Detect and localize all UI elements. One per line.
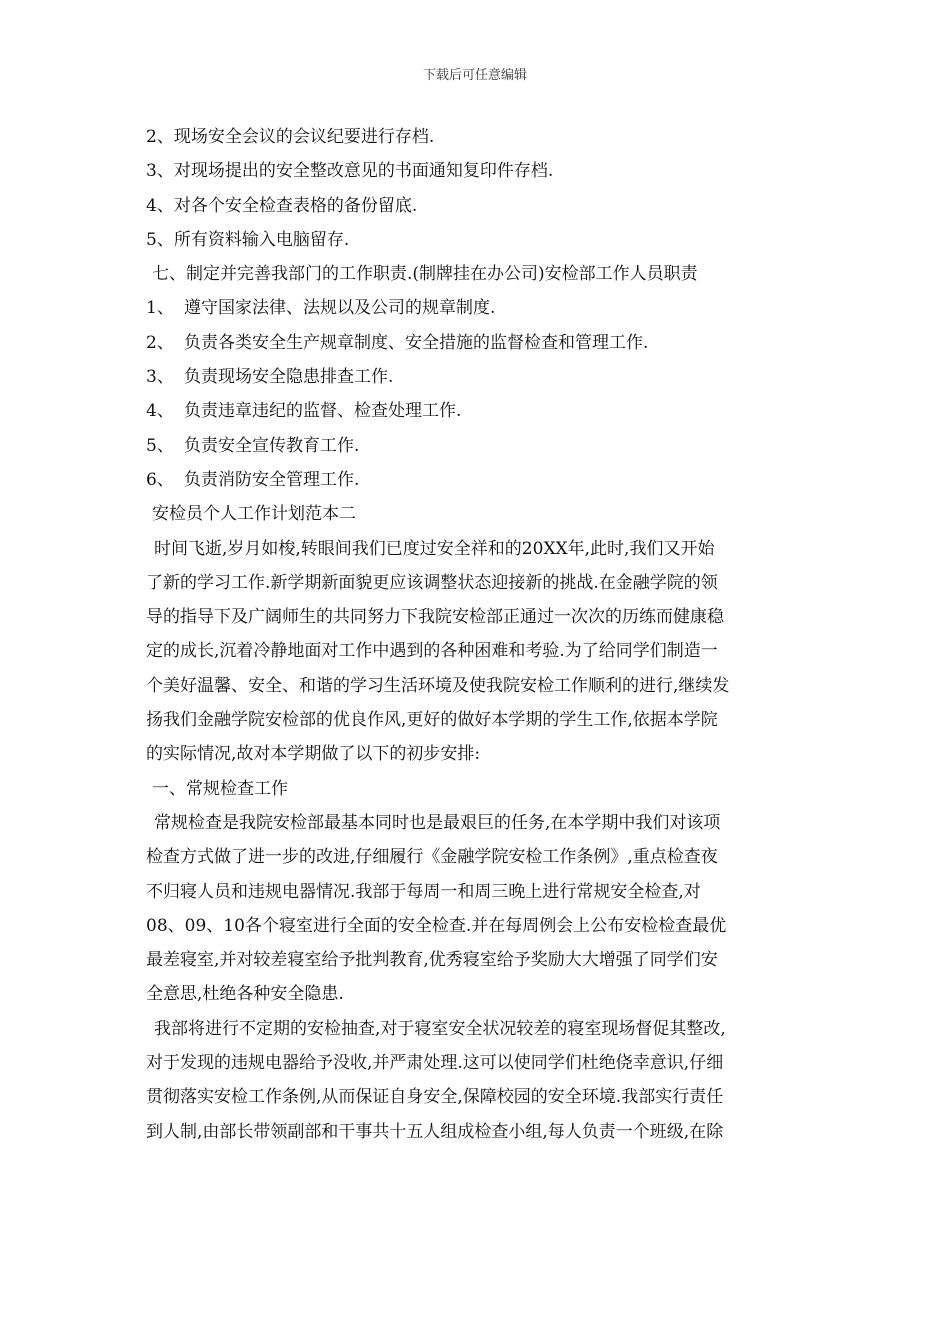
paragraph-line: 到人制,由部长带领副部和干事共十五人组成检查小组,每人负责一个班级,在除 <box>146 1121 724 1142</box>
paragraph-line: 的实际情况,故对本学期做了以下的初步安排: <box>146 744 481 765</box>
section-heading-1: 一、常规检查工作 <box>152 778 288 799</box>
duty-item <box>146 463 802 497</box>
duty-text: 负责各类安全生产规章制度、安全措施的监督检查和管理工作. <box>184 332 649 353</box>
intro-paragraph <box>146 532 802 772</box>
paragraph-line: 了新的学习工作.新学期新面貌更应该调整状态迎接新的挑战.在金融学院的领 <box>146 572 718 593</box>
duty-item <box>146 326 802 360</box>
spot-check-paragraph <box>146 1012 802 1149</box>
duty-item <box>146 360 802 394</box>
paragraph-line: 全意思,杜绝各种安全隐患. <box>146 984 344 1005</box>
paragraph-line: 最差寝室,并对较差寝室给予批判教育,优秀寝室给予奖励大大增强了同学们安 <box>146 950 718 971</box>
duty-text: 负责消防安全管理工作. <box>184 469 360 490</box>
paragraph-line: 08、09、10各个寝室进行全面的安全检查.并在每周例会上公布安检检查最优 <box>146 915 727 936</box>
duty-number: 3、 <box>146 367 174 388</box>
paragraph-line: 导的指导下及广阔师生的共同努力下我院安检部正通过一次次的历练而健康稳 <box>146 607 724 628</box>
paragraph-line: 检查方式做了进一步的改进,仔细履行《金融学院安检工作条例》,重点检查夜 <box>146 847 718 868</box>
duty-number: 2、 <box>146 332 174 353</box>
paragraph-line: 对于发现的违规电器给予没收,并严肃处理.这可以使同学们杜绝侥幸意识,仔细 <box>146 1053 724 1074</box>
duty-number: 6、 <box>146 469 174 490</box>
duty-text: 遵守国家法律、法规以及公司的规章制度. <box>184 298 496 319</box>
paragraph-line: 定的成长,沉着冷静地面对工作中遇到的各种困难和考验.为了给同学们制造一 <box>146 641 718 662</box>
duty-number: 1、 <box>146 298 174 319</box>
archive-item: 2、现场安全会议的会议纪要进行存档. <box>146 127 435 147</box>
duty-item <box>146 291 802 325</box>
page-header-note: 下载后可任意编辑 <box>422 68 527 83</box>
paragraph-line: 我部将进行不定期的安检抽查,对于寝室安全状况较差的寝室现场督促其整改, <box>154 1018 726 1039</box>
duty-text: 负责安全宣传教育工作. <box>184 435 360 456</box>
paragraph-line: 不归寝人员和违规电器情况.我部于每周一和周三晚上进行常规安全检查,对 <box>146 881 701 902</box>
section-title-2: 安检员个人工作计划范本二 <box>152 504 356 525</box>
duty-number: 5、 <box>146 435 174 456</box>
duty-text: 负责现场安全隐患排查工作. <box>184 367 394 388</box>
section-heading-7: 七、制定并完善我部门的工作职责.(制牌挂在办公司)安检部工作人员职责 <box>152 264 698 285</box>
archive-item: 5、所有资料输入电脑留存. <box>146 229 350 250</box>
paragraph-line: 扬我们金融学院安检部的优良作风,更好的做好本学期的学生工作,依据本学院 <box>146 710 718 731</box>
duty-item <box>146 394 802 428</box>
paragraph-line: 常规检查是我院安检部最基本同时也是最艰巨的任务,在本学期中我们对该项 <box>154 812 721 833</box>
paragraph-line: 个美好温馨、安全、和谐的学习生活环境及使我院安检工作顺利的进行,继续发 <box>146 675 730 696</box>
document-body <box>146 120 802 1149</box>
routine-paragraph <box>146 806 802 1012</box>
archive-item: 4、对各个安全检查表格的备份留底. <box>146 195 418 216</box>
paragraph-line: 时间飞逝,岁月如梭,转眼间我们已度过安全祥和的20XX年,此时,我们又开始 <box>154 538 715 559</box>
duty-item <box>146 429 802 463</box>
duty-number: 4、 <box>146 401 174 422</box>
archive-item: 3、对现场提出的安全整改意见的书面通知复印件存档. <box>146 161 554 182</box>
duty-text: 负责违章违纪的监督、检查处理工作. <box>184 401 462 422</box>
paragraph-line: 贯彻落实安检工作条例,从而保证自身安全,保障校园的安全环境.我部实行责任 <box>146 1087 724 1108</box>
